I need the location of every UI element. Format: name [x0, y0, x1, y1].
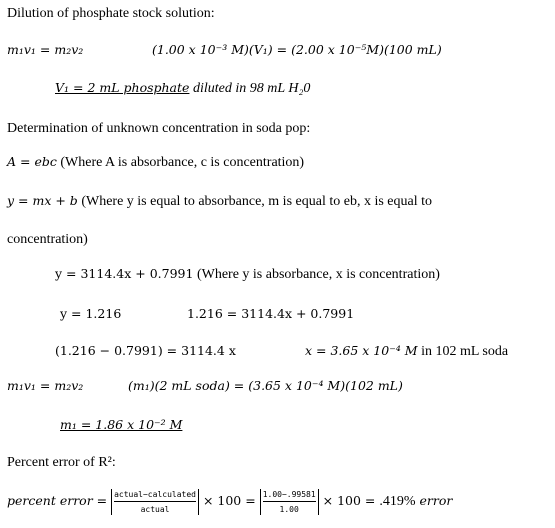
beer-lambert-equation: A = ebc — [7, 154, 57, 169]
error-values-fraction — [260, 489, 319, 515]
linear-equation: y = mx + b — [7, 193, 78, 208]
dilution-values: (1.00 x 10⁻³ M)(V₁) = (2.00 x 10⁻⁵M)(100 mL) — [152, 42, 442, 57]
error-formula-numerator: actual−calculated — [114, 489, 196, 502]
dilution-result — [55, 80, 310, 97]
regression-equation: y = 3114.4x + 0.7991 — [55, 266, 194, 281]
error-word: error — [415, 493, 453, 509]
linear-note-continued: concentration) — [7, 232, 88, 247]
error-formula-denominator: actual — [140, 505, 170, 514]
dilution-equation-2: m₁v₁ = m₂v₂ — [7, 378, 84, 393]
error-formula-fraction — [111, 489, 199, 515]
error-values-numerator: 1.00−.99581 — [263, 489, 316, 502]
percent-error-equation — [7, 489, 452, 515]
linear-note: (Where y is equal to absorbance, m is equal to eb, x is equal to — [77, 194, 432, 209]
dilution-equation: m₁v₁ = m₂v₂ — [7, 42, 84, 57]
soda-dilution-values: (m₁)(2 mL soda) = (3.65 x 10⁻⁴ M)(102 mL) — [128, 378, 403, 393]
concentration-result — [305, 343, 508, 360]
percent-error-value: .419% — [379, 494, 416, 510]
substituted-equation: 1.216 = 3114.4x + 0.7991 — [187, 306, 355, 321]
absorbance-value: y = 1.216 — [60, 306, 122, 321]
heading-percent-error: Percent error of R²: — [7, 455, 116, 470]
soda-volume-note: in 102 mL soda — [417, 344, 509, 359]
volume-note: diluted in 98 mL H₂0 — [189, 81, 311, 96]
times-100-1: × 100 = — [198, 493, 260, 509]
beer-lambert-note: (Where A is absorbance, c is concentration) — [56, 155, 305, 170]
solve-step: (1.216 − 0.7991) = 3114.4 x — [55, 343, 236, 358]
volume-result: V₁ = 2 mL phosphate — [55, 80, 190, 95]
regression-note: (Where y is absorbance, x is concentration) — [193, 267, 440, 282]
beer-lambert-line — [7, 154, 304, 171]
heading-unknown-concentration: Determination of unknown concentration in soda pop: — [7, 121, 311, 136]
error-values-denominator: 1.00 — [279, 505, 299, 514]
regression-line — [55, 266, 440, 283]
heading-dilution: Dilution of phosphate stock solution: — [7, 6, 215, 21]
times-100-2: × 100 = — [318, 493, 380, 509]
linear-form-line — [7, 193, 432, 210]
percent-error-label: percent error = — [7, 493, 112, 509]
stock-concentration-result: m₁ = 1.86 x 10⁻² M — [60, 417, 183, 432]
x-value: x = 3.65 x 10⁻⁴ M — [305, 343, 418, 358]
